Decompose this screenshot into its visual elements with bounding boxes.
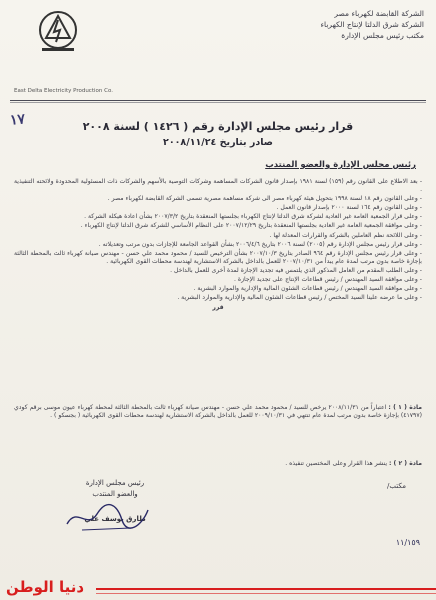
- article-1-text: اعتباراً من ٢٠٠٨/١١/٣١ يرخص للسيد / محمود محمد علي حسن - مهندس صيانة كهرباء ثالث بالمحطة الثالثة لمحطة كهرباء عيون موسى برقم كودي (٤١٧٩٧) بإجازة خاصة بدون مرتب لمدة عام تنتهي في ٢٠٠٩/١٠/٣١ للعمل بالداخل بالشركة الاستشارية لهندسة محطات القوى الكهربائية ( بجسكو ) .: [14, 404, 422, 420]
- handwritten-date: ١١/١٥٩: [395, 538, 420, 547]
- signatory-title-2: والعضو المنتدب: [92, 490, 138, 498]
- article-2-label: مادة ( ٢ ) :: [388, 460, 422, 467]
- brand-rule: [96, 588, 436, 590]
- letterhead-line-2: الشركة شرق الدلتا لإنتاج الكهرباء: [320, 20, 424, 29]
- decision-date: صادر بتاريخ ٢٠٠٨/١١/٢٤: [163, 137, 273, 148]
- preamble-item: - وعلى ما عرضه علينا السيد المختص / رئيس قطاعات الشئون المالية والإدارية والموارد البشرية .: [14, 294, 422, 302]
- header-divider-thin: [10, 102, 426, 103]
- decision-title: قرار رئيس مجلس الإدارة رقم ( ١٤٢٦ ) لسنة ٢٠٠٨: [82, 120, 354, 133]
- preamble-item: - وعلى قرار رئيس مجلس الإدارة رقم ٩٦٤ الصادر بتاريخ ٢٠٠٧/١٠/٣ بشأن الترخيص للسيد / محمود محمد علي حسن - مهندس صيانة كهرباء ثالث بالمحطة الثالثة بإجازة خاصة بدون مرتب لمدة عام يبدأ من ٢٠٠٧/١٠/٣١ للعمل بالداخل بالشركة الاستشارية لهندسة محطات القوى الكهربائية .: [14, 250, 422, 266]
- article-1: [14, 404, 422, 420]
- preamble-item: - وعلى موافقة الجمعية العامة غير العادية بجلستها المنعقدة بتاريخ ٢٠٠٧/١٢/٢٩ على النظام الأساسي للشركة شرق الدلتا لإنتاج الكهرباء .: [14, 222, 422, 230]
- preamble-item: - وعلى قرار الجمعية العامة غير العادية لشركة شرق الدلتا لإنتاج الكهرباء بجلستها المنعقدة بتاريخ ٢٠٠٧/٣/٢ بشأن اعادة هيكلة الشركة .: [14, 213, 422, 221]
- preamble-item: - بعد الاطلاع على القانون رقم (١٥٩) لسنة ١٩٨١ بإصدار قانون الشركات المساهمة وشركات التوصية بالأسهم والشركات ذات المسئولية المحدودة ولائحته التنفيذية .: [14, 178, 422, 194]
- preamble-item: - وعلى موافقة السيد المهندس / رئيس قطاعات الشئون المالية والإدارية والموارد البشرية .: [14, 285, 422, 293]
- issuer-heading: رئيس مجلس الإدارة والعضو المنتدب: [265, 160, 416, 170]
- letterhead-line-3: مكتب رئيس مجلس الإدارة: [341, 31, 424, 40]
- company-logo-icon: [32, 8, 84, 56]
- office-label: مكتب/: [387, 482, 406, 490]
- signatory-name: طارق يوسف علي: [84, 515, 146, 523]
- brand-rule-thin: [96, 593, 436, 594]
- preamble-item: - وعلى قرار رئيس مجلس الإدارة رقم (٢٠٠٥) لسنة ٢٠٠٦ بتاريخ ٢٠٠٦/٤/٦ بشأن القواعد الجامعة للإجازات بدون مرتب وتعديلاته .: [14, 241, 422, 249]
- letterhead-line-1: الشركة القابضة لكهرباء مصر: [334, 9, 424, 18]
- site-watermark-logo: دنيا الوطن: [6, 578, 85, 596]
- watermark-footer: [0, 574, 436, 600]
- preamble-item: - وعلى القانون رقم ١٨ لسنة ١٩٩٨ بتحويل هيئة كهرباء مصر الى شركة مساهمة مصرية تسمى الشركة القابضة لكهرباء مصر .: [14, 195, 422, 203]
- header-divider: [10, 100, 426, 101]
- preamble-item: - وعلى موافقة السيد المهندس / رئيس قطاعات الإنتاج على تجديد الإجازة .: [14, 276, 422, 284]
- preamble-item: - وعلى الطلب المقدم من العامل المذكور الذي يلتمس فيه تجديد الإجازة لمدة أخرى للعمل بالداخل .: [14, 267, 422, 275]
- handwritten-signature-icon: [62, 500, 152, 536]
- letterhead-text: [224, 8, 424, 41]
- article-2: [14, 460, 422, 468]
- decision-word: قرر: [212, 304, 224, 312]
- article-2-text: ينشر هذا القرار وعلى المختصين تنفيذه .: [285, 460, 388, 467]
- article-1-label: مادة ( ١ ) :: [388, 404, 423, 411]
- preamble-item: - وعلى اللائحة نظم العاملين بالشركة والقرارات المعدلة لها .: [14, 232, 422, 240]
- preamble: [14, 178, 422, 313]
- signatory-title-1: رئيس مجلس الإدارة: [85, 479, 145, 487]
- company-name-en: East Delta Electricity Production Co.: [14, 88, 113, 94]
- handwritten-number: ١٧: [9, 111, 26, 129]
- preamble-item: - وعلى القانون رقم ١٦٤ لسنة ٢٠٠٠ بإصدار قانون العمل .: [14, 204, 422, 212]
